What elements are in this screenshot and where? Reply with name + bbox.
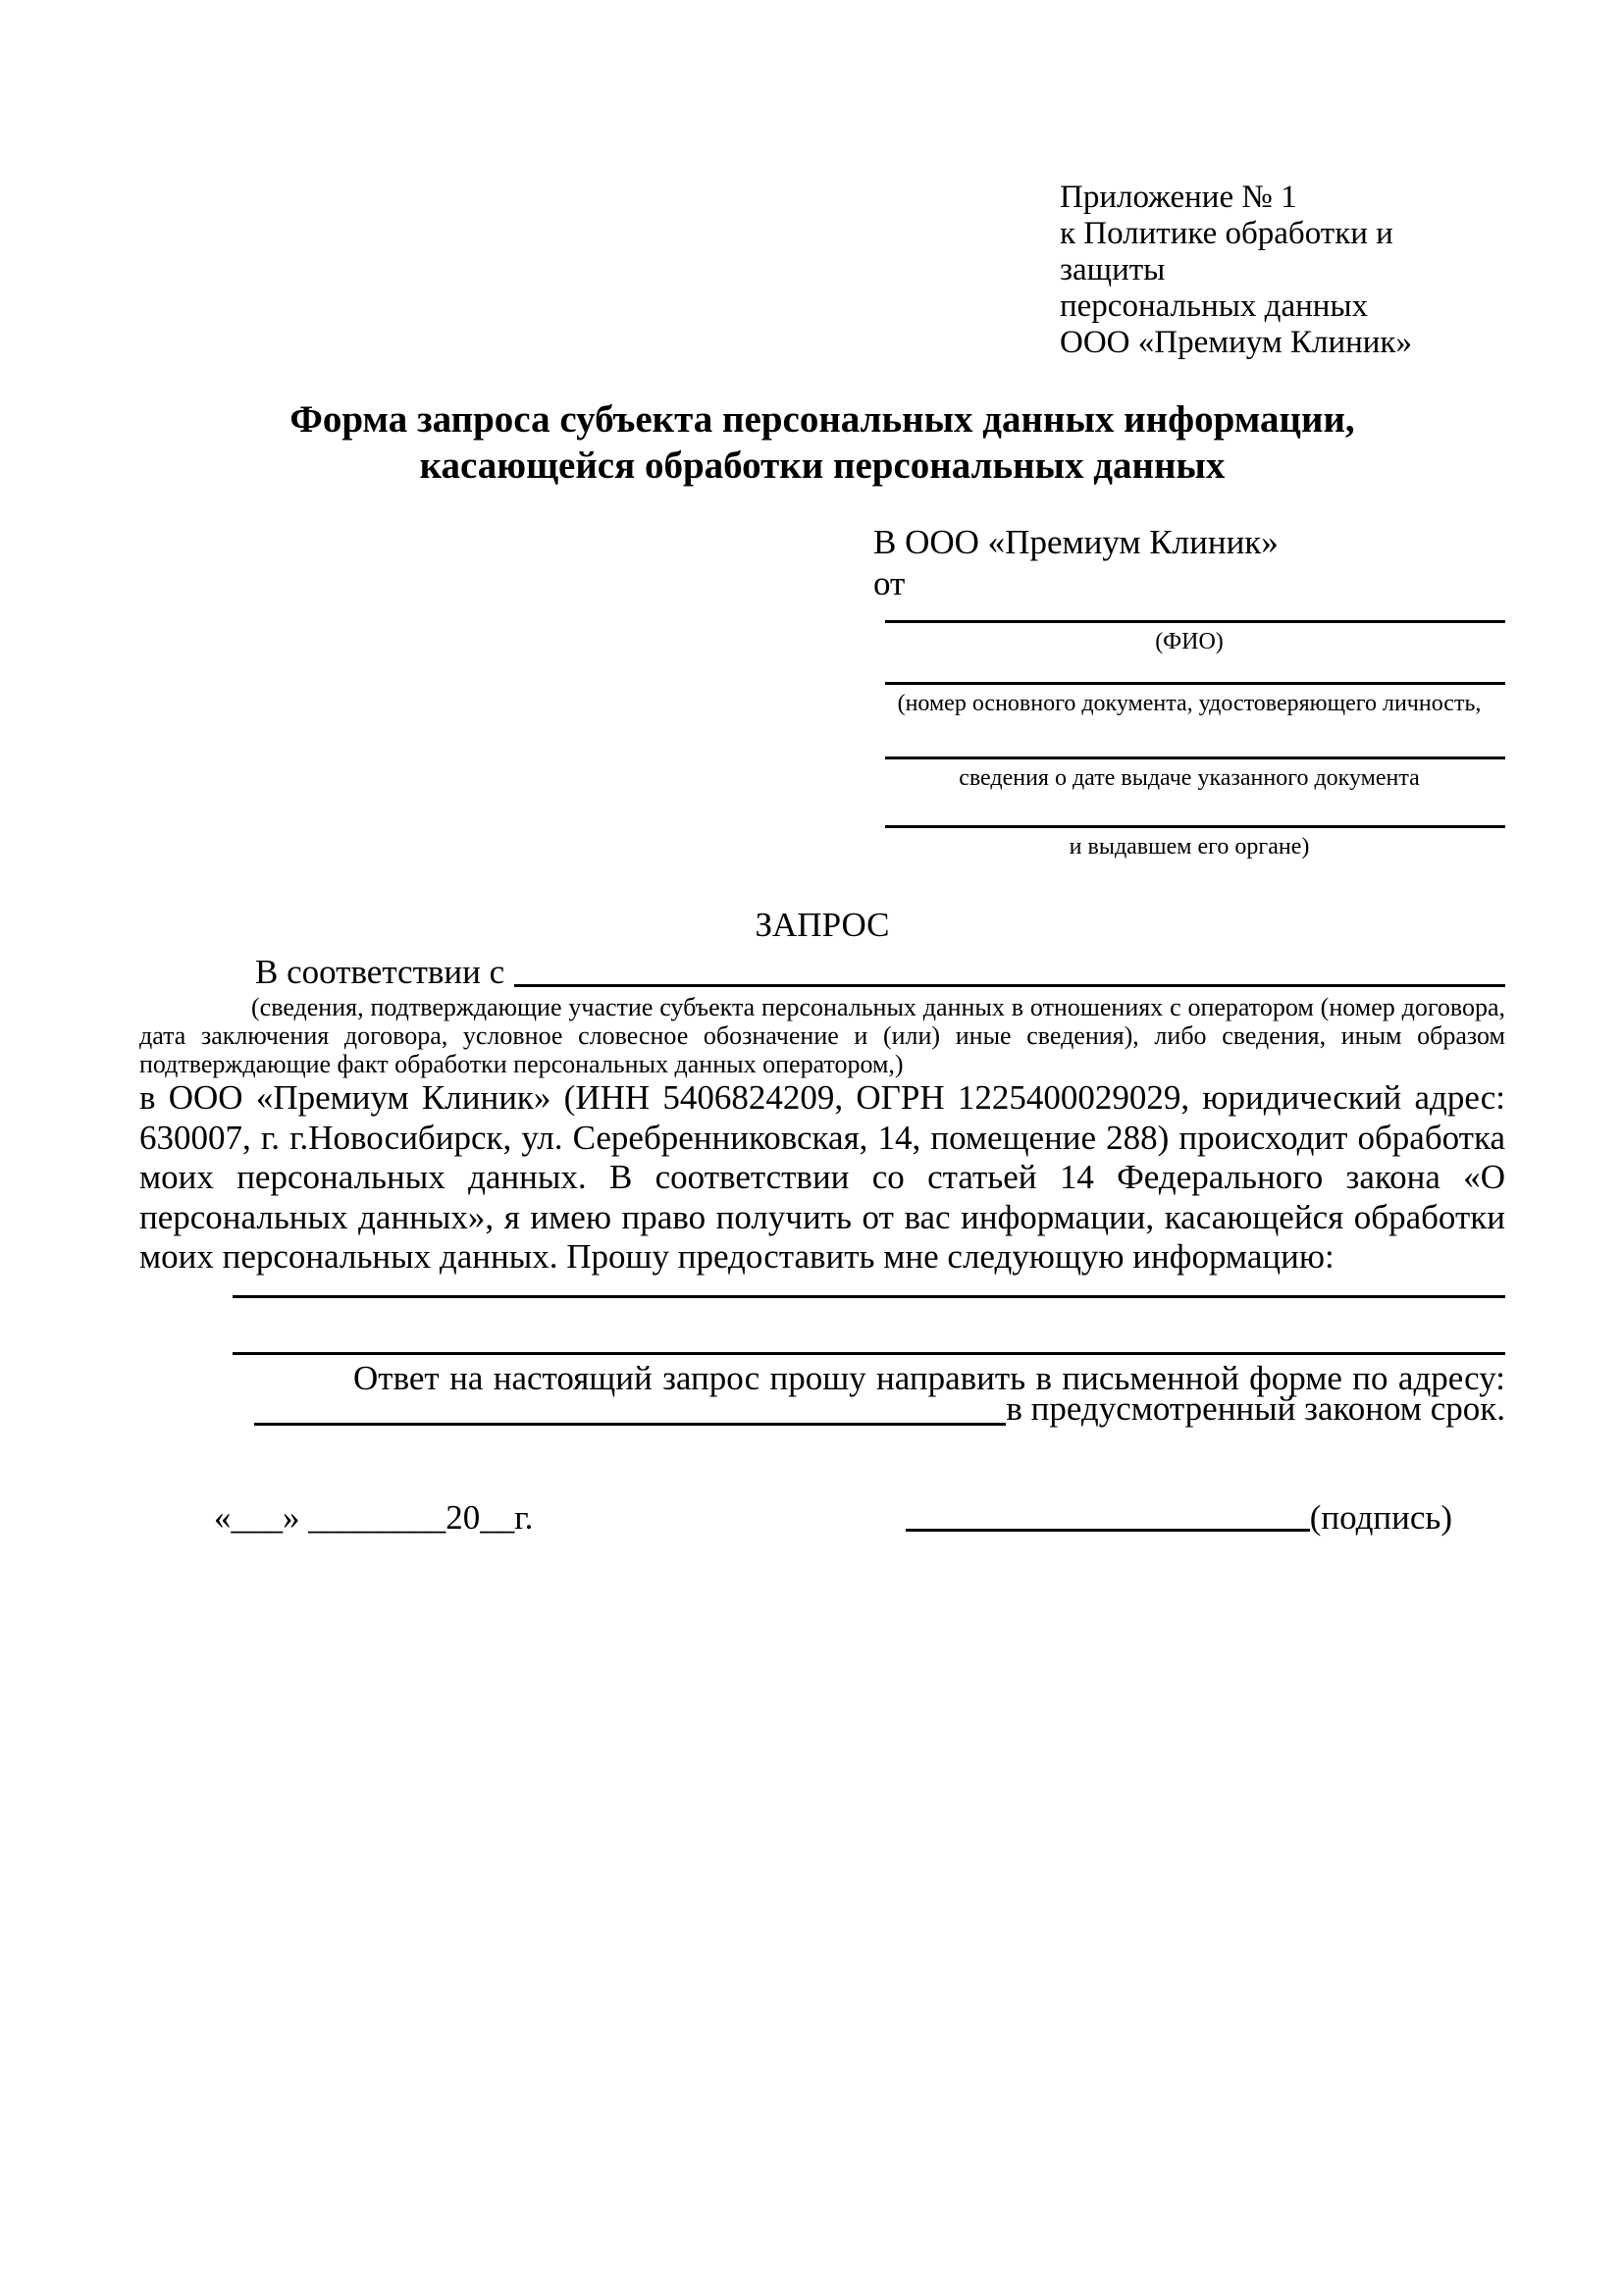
request-heading: ЗАПРОС — [755, 906, 890, 944]
appendix-line: ООО «Премиум Клиник» — [1060, 325, 1412, 360]
info-blank-line-2 — [233, 1298, 1505, 1355]
issuing-authority-blank-line — [885, 793, 1505, 828]
doc-number-blank-line — [885, 656, 1505, 685]
form-title-line: Форма запроса субъекта персональных данных информации, — [289, 398, 1355, 441]
footer-row — [139, 1496, 1505, 1539]
reply-tail: в предусмотренный законом срок. — [1006, 1388, 1505, 1428]
accordance-blank-line — [514, 952, 1505, 987]
accordance-label: В соответствии с — [255, 953, 505, 991]
info-blank-line-1 — [233, 1278, 1505, 1298]
date-blank: «___» ________20__г. — [214, 1497, 534, 1537]
reply-address-row — [139, 1388, 1505, 1428]
form-title — [139, 396, 1505, 489]
addressee-block — [873, 522, 1505, 861]
addressee-from: от — [873, 564, 906, 602]
signature-caption: (подпись) — [1309, 1497, 1452, 1537]
appendix-block — [1060, 180, 1505, 361]
issuing-authority-caption: и выдавшем его органе) — [1069, 834, 1310, 860]
issue-date-caption: сведения о дате выдаче указанного документа — [959, 765, 1420, 791]
address-blank-line — [254, 1422, 1006, 1426]
appendix-line: Приложение № 1 — [1060, 180, 1297, 215]
signature-blank-line — [906, 1528, 1310, 1532]
appendix-line: к Политике обработки и защиты — [1060, 216, 1393, 287]
addressee-to: В ООО «Премиум Клиник» — [873, 523, 1279, 561]
doc-number-caption: (номер основного документа, удостоверяющего личность, — [897, 691, 1482, 716]
signature-group — [906, 1496, 1452, 1539]
fio-blank-line — [885, 604, 1505, 623]
issue-date-blank-line — [885, 718, 1505, 759]
footnote-text: (сведения, подтверждающие участие субъекта персональных данных в отношениях с оператором (номер договора, дата заключения договора, условное словесное обозначение и (или) иные сведения), либо сведения, иным образом подтверждающие факт обработки персональных данных оператором,) — [139, 993, 1505, 1078]
appendix-line: персональных данных — [1060, 288, 1369, 324]
fio-caption: (ФИО) — [1155, 629, 1224, 654]
form-title-line: касающейся обработки персональных данных — [419, 444, 1226, 487]
body-paragraph: в ООО «Премиум Клиник» (ИНН 5406824209, ОГРН 1225400029029, юридический адрес: 630007, г. г.Новосибирск, ул. Серебренниковская, 14, помещение 288) происходит обработка моих персональных данных. В соответствии со статьей 14 Федерального закона «О персональных данных», я имею право получить от вас информации, касающейся обработки моих персональных данных. Прошу предоставить мне следующую информацию: — [139, 1078, 1505, 1276]
reply-instruction: Ответ на настоящий запрос прошу направить в письменной форме по адресу: — [353, 1358, 1505, 1397]
accordance-line — [139, 952, 1505, 993]
